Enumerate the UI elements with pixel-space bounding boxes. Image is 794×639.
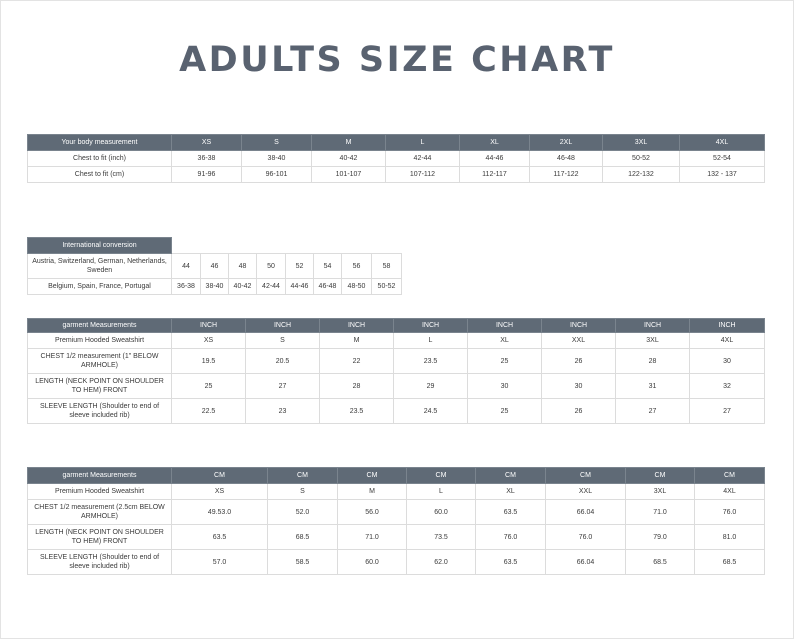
table-row xyxy=(28,374,765,399)
table-cell: 40-42 xyxy=(229,279,257,295)
table-cell: 32 xyxy=(690,374,765,399)
header-cell: INCH xyxy=(468,319,542,333)
table-cell: 4XL xyxy=(695,484,765,500)
table-cell: 44-46 xyxy=(460,151,530,167)
table-cell: 60.0 xyxy=(338,550,407,575)
table-cell: M xyxy=(320,333,394,349)
table-cell: XXL xyxy=(546,484,626,500)
table-cell: 25 xyxy=(172,374,246,399)
table-cell: L xyxy=(407,484,476,500)
table-cell: 44-46 xyxy=(286,279,314,295)
table-cell: M xyxy=(338,484,407,500)
empty-cell xyxy=(172,238,402,254)
table-cell: 76.0 xyxy=(695,500,765,525)
table-row xyxy=(28,399,765,424)
table-cell: 28 xyxy=(616,349,690,374)
table-cell: 27 xyxy=(690,399,765,424)
header-cell: INCH xyxy=(616,319,690,333)
table-cell: 49.53.0 xyxy=(172,500,268,525)
table-cell: XS xyxy=(172,333,246,349)
header-cell: Your body measurement xyxy=(28,135,172,151)
table-cell: 63.5 xyxy=(476,550,546,575)
table-row xyxy=(28,333,765,349)
table-cell: 3XL xyxy=(616,333,690,349)
table-cell: 27 xyxy=(616,399,690,424)
table-cell: 52-54 xyxy=(680,151,765,167)
table-cell: 27 xyxy=(246,374,320,399)
table-cell: 68.5 xyxy=(626,550,695,575)
table-row xyxy=(28,525,765,550)
table-cell: 54 xyxy=(314,254,342,279)
table-cell: 42-44 xyxy=(386,151,460,167)
row-label: CHEST 1/2 measurement (1" BELOW ARMHOLE) xyxy=(28,349,172,374)
header-cell: XS xyxy=(172,135,242,151)
table-cell: 71.0 xyxy=(626,500,695,525)
table-cell: 24.5 xyxy=(394,399,468,424)
table-cell: 38-40 xyxy=(242,151,312,167)
table-cell: 52.0 xyxy=(268,500,338,525)
table-row xyxy=(28,151,765,167)
header-cell: INCH xyxy=(394,319,468,333)
table-cell: 66.04 xyxy=(546,500,626,525)
table-cell: 58.5 xyxy=(268,550,338,575)
table-cell: 96-101 xyxy=(242,167,312,183)
table-header-row xyxy=(28,319,765,333)
table-cell: 36-38 xyxy=(172,279,201,295)
table-cell: 132 - 137 xyxy=(680,167,765,183)
table-cell: 25 xyxy=(468,399,542,424)
header-cell: S xyxy=(242,135,312,151)
international-conversion-table xyxy=(27,237,402,295)
header-cell: INCH xyxy=(246,319,320,333)
header-cell: INCH xyxy=(542,319,616,333)
row-label: Austria, Switzerland, German, Netherlands, Sweden xyxy=(28,254,172,279)
table-cell: 66.04 xyxy=(546,550,626,575)
table-cell: 28 xyxy=(320,374,394,399)
table-cell: 56 xyxy=(342,254,372,279)
table-row xyxy=(28,167,765,183)
table-row xyxy=(28,349,765,374)
header-cell: L xyxy=(386,135,460,151)
table-cell: 4XL xyxy=(690,333,765,349)
table-cell: 50-52 xyxy=(603,151,680,167)
table-cell: 30 xyxy=(542,374,616,399)
table-cell: 76.0 xyxy=(546,525,626,550)
table-cell: 36-38 xyxy=(172,151,242,167)
table-cell: 46-48 xyxy=(314,279,342,295)
table-row xyxy=(28,500,765,525)
table-cell: 68.5 xyxy=(268,525,338,550)
table-cell: 79.0 xyxy=(626,525,695,550)
table-cell: 62.0 xyxy=(407,550,476,575)
header-cell: M xyxy=(312,135,386,151)
row-label: Chest to fit (inch) xyxy=(28,151,172,167)
table-cell: 112-117 xyxy=(460,167,530,183)
table-cell: 48-50 xyxy=(342,279,372,295)
table-cell: 50-52 xyxy=(372,279,402,295)
table-cell: 91-96 xyxy=(172,167,242,183)
table-cell: 3XL xyxy=(626,484,695,500)
table-row xyxy=(28,550,765,575)
table-cell: 81.0 xyxy=(695,525,765,550)
row-label: SLEEVE LENGTH (Shoulder to end of sleeve included rib) xyxy=(28,399,172,424)
table-cell: 52 xyxy=(286,254,314,279)
table-row xyxy=(28,279,402,295)
table-cell: 107-112 xyxy=(386,167,460,183)
header-cell: CM xyxy=(546,468,626,484)
row-label: SLEEVE LENGTH (Shoulder to end of sleeve included rib) xyxy=(28,550,172,575)
header-cell: 3XL xyxy=(603,135,680,151)
table-cell: 76.0 xyxy=(476,525,546,550)
table-cell: 60.0 xyxy=(407,500,476,525)
table-cell: 22.5 xyxy=(172,399,246,424)
table-cell: 25 xyxy=(468,349,542,374)
header-cell: International conversion xyxy=(28,238,172,254)
table-cell: 23.5 xyxy=(320,399,394,424)
table-header-row xyxy=(28,238,402,254)
row-label: CHEST 1/2 measurement (2.5cm BELOW ARMHOLE) xyxy=(28,500,172,525)
header-cell: CM xyxy=(476,468,546,484)
table-header-row xyxy=(28,468,765,484)
garment-cm-table xyxy=(27,467,765,575)
row-label: LENGTH (NECK POINT ON SHOULDER TO HEM) FRONT xyxy=(28,525,172,550)
table-cell: XL xyxy=(468,333,542,349)
table-cell: 30 xyxy=(690,349,765,374)
header-cell: garment Measurements xyxy=(28,319,172,333)
header-cell: garment Measurements xyxy=(28,468,172,484)
row-label: Chest to fit (cm) xyxy=(28,167,172,183)
table-cell: 101-107 xyxy=(312,167,386,183)
row-label: Premium Hooded Sweatshirt xyxy=(28,484,172,500)
table-cell: 20.5 xyxy=(246,349,320,374)
table-header-row xyxy=(28,135,765,151)
table-cell: 50 xyxy=(257,254,286,279)
header-cell: 2XL xyxy=(530,135,603,151)
table-cell: 38-40 xyxy=(201,279,229,295)
page-title: ADULTS SIZE CHART xyxy=(179,40,615,80)
table-cell: XS xyxy=(172,484,268,500)
table-cell: 29 xyxy=(394,374,468,399)
table-row xyxy=(28,254,402,279)
table-cell: 57.0 xyxy=(172,550,268,575)
table-cell: 56.0 xyxy=(338,500,407,525)
table-cell: 63.5 xyxy=(172,525,268,550)
header-cell: CM xyxy=(338,468,407,484)
table-cell: 58 xyxy=(372,254,402,279)
table-cell: 42-44 xyxy=(257,279,286,295)
table-cell: 122-132 xyxy=(603,167,680,183)
row-label: Premium Hooded Sweatshirt xyxy=(28,333,172,349)
table-cell: 19.5 xyxy=(172,349,246,374)
header-cell: CM xyxy=(626,468,695,484)
table-cell: 73.5 xyxy=(407,525,476,550)
table-cell: 48 xyxy=(229,254,257,279)
header-cell: CM xyxy=(268,468,338,484)
table-row xyxy=(28,484,765,500)
table-cell: 46-48 xyxy=(530,151,603,167)
body-measurement-table xyxy=(27,134,765,183)
table-cell: S xyxy=(268,484,338,500)
garment-inch-table xyxy=(27,318,765,424)
row-label: Belgium, Spain, France, Portugal xyxy=(28,279,172,295)
header-cell: CM xyxy=(407,468,476,484)
table-cell: 63.5 xyxy=(476,500,546,525)
table-cell: 71.0 xyxy=(338,525,407,550)
header-cell: 4XL xyxy=(680,135,765,151)
table-cell: 31 xyxy=(616,374,690,399)
header-cell: INCH xyxy=(172,319,246,333)
table-cell: 23 xyxy=(246,399,320,424)
table-cell: 44 xyxy=(172,254,201,279)
header-cell: INCH xyxy=(320,319,394,333)
table-cell: 68.5 xyxy=(695,550,765,575)
table-cell: 23.5 xyxy=(394,349,468,374)
table-cell: 22 xyxy=(320,349,394,374)
header-cell: CM xyxy=(172,468,268,484)
table-cell: 30 xyxy=(468,374,542,399)
header-cell: XL xyxy=(460,135,530,151)
table-cell: 26 xyxy=(542,349,616,374)
table-cell: 40-42 xyxy=(312,151,386,167)
table-cell: 26 xyxy=(542,399,616,424)
row-label: LENGTH (NECK POINT ON SHOULDER TO HEM) FRONT xyxy=(28,374,172,399)
header-cell: INCH xyxy=(690,319,765,333)
table-cell: L xyxy=(394,333,468,349)
header-cell: CM xyxy=(695,468,765,484)
table-cell: 46 xyxy=(201,254,229,279)
table-cell: XL xyxy=(476,484,546,500)
table-cell: XXL xyxy=(542,333,616,349)
table-cell: S xyxy=(246,333,320,349)
table-cell: 117-122 xyxy=(530,167,603,183)
